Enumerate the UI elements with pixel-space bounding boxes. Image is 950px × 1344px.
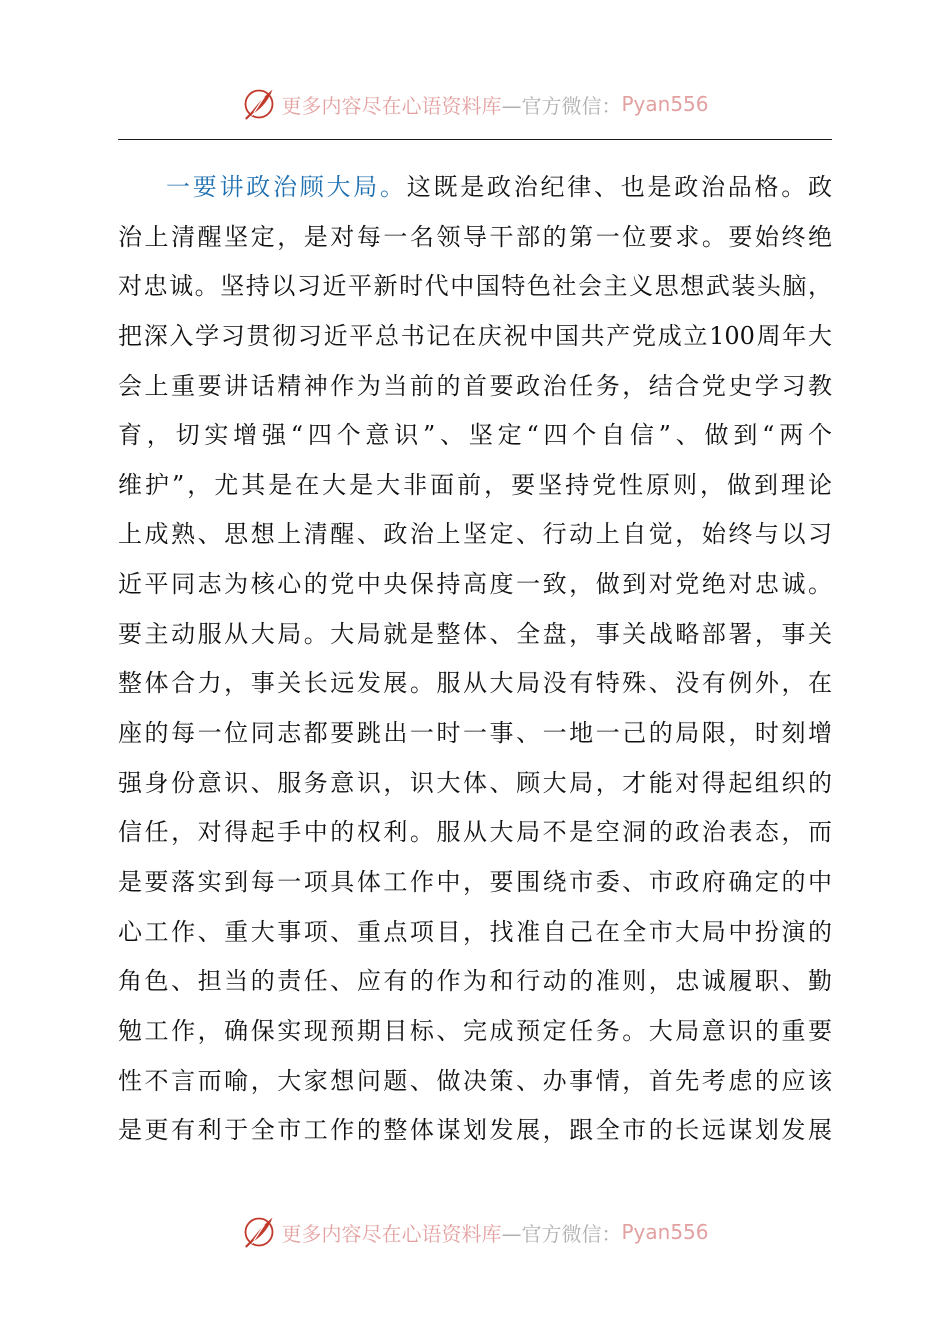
paragraph-first-line bbox=[118, 163, 832, 213]
text-line: 角色、担当的责任、应有的作为和行动的准则，忠诚履职、勤 bbox=[118, 967, 832, 996]
header-banner bbox=[0, 84, 950, 124]
text-line: 心工作、重大事项、重点项目，找准自己在全市大局中扮演的 bbox=[118, 917, 832, 946]
text-line: 上成熟、思想上清醒、政治上坚定、行动上自觉，始终与以习 bbox=[118, 520, 832, 549]
text-line: 育，切实增强“四个意识”、坚定“四个自信”、做到“两个 bbox=[118, 421, 832, 450]
text-line: 是更有利于全市工作的整体谋划发展，跟全市的长远谋划发展 bbox=[118, 1116, 832, 1145]
banner-wechat-id: Pyan556 bbox=[621, 92, 709, 116]
banner-wechat-id: Pyan556 bbox=[621, 1220, 709, 1244]
quill-logo-icon bbox=[241, 86, 277, 122]
text-line: 座的每一位同志都要跳出一时一事、一地一己的局限，时刻增 bbox=[118, 719, 832, 748]
first-line-text: 这既是政治纪律、也是政治品格。政 bbox=[406, 173, 832, 201]
text-line: 强身份意识、服务意识，识大体、顾大局，才能对得起组织的 bbox=[118, 768, 832, 797]
text-line: 整体合力，事关长远发展。服从大局没有特殊、没有例外，在 bbox=[118, 669, 832, 698]
header-divider bbox=[118, 139, 832, 140]
text-line: 会上重要讲话精神作为当前的首要政治任务，结合党史学习教 bbox=[118, 371, 832, 400]
section-heading: 一要讲政治顾大局。 bbox=[166, 173, 407, 201]
paragraph-lines bbox=[118, 213, 832, 1156]
text-line: 信任，对得起手中的权利。服从大局不是空洞的政治表态，而 bbox=[118, 818, 832, 847]
text-line: 勉工作，确保实现预期目标、完成预定任务。大局意识的重要 bbox=[118, 1016, 832, 1045]
text-line: 性不言而喻，大家想问题、做决策、办事情，首先考虑的应该 bbox=[118, 1066, 832, 1095]
quill-logo-icon bbox=[241, 1214, 277, 1250]
banner-title: 更多内容尽在心语资料库 bbox=[281, 1221, 502, 1246]
text-line: 对忠诚。坚持以习近平新时代中国特色社会主义思想武装头脑， bbox=[118, 272, 832, 301]
text-line: 近平同志为核心的党中央保持高度一致，做到对党绝对忠诚。 bbox=[118, 570, 832, 599]
text-line: 治上清醒坚定，是对每一名领导干部的第一位要求。要始终绝 bbox=[118, 222, 832, 251]
document-body bbox=[118, 163, 832, 1156]
text-line: 要主动服从大局。大局就是整体、全盘，事关战略部署，事关 bbox=[118, 619, 832, 648]
text-line: 维护”，尤其是在大是大非面前，要坚持党性原则，做到理论 bbox=[118, 470, 832, 499]
text-line: 是要落实到每一项具体工作中，要围绕市委、市政府确定的中 bbox=[118, 867, 832, 896]
footer-banner bbox=[0, 1212, 950, 1252]
text-line: 把深入学习贯彻习近平总书记在庆祝中国共产党成立100周年大 bbox=[118, 321, 832, 350]
banner-wechat-label: —官方微信： bbox=[501, 93, 622, 118]
banner-wechat-label: —官方微信： bbox=[501, 1221, 622, 1246]
banner-title: 更多内容尽在心语资料库 bbox=[281, 93, 502, 118]
